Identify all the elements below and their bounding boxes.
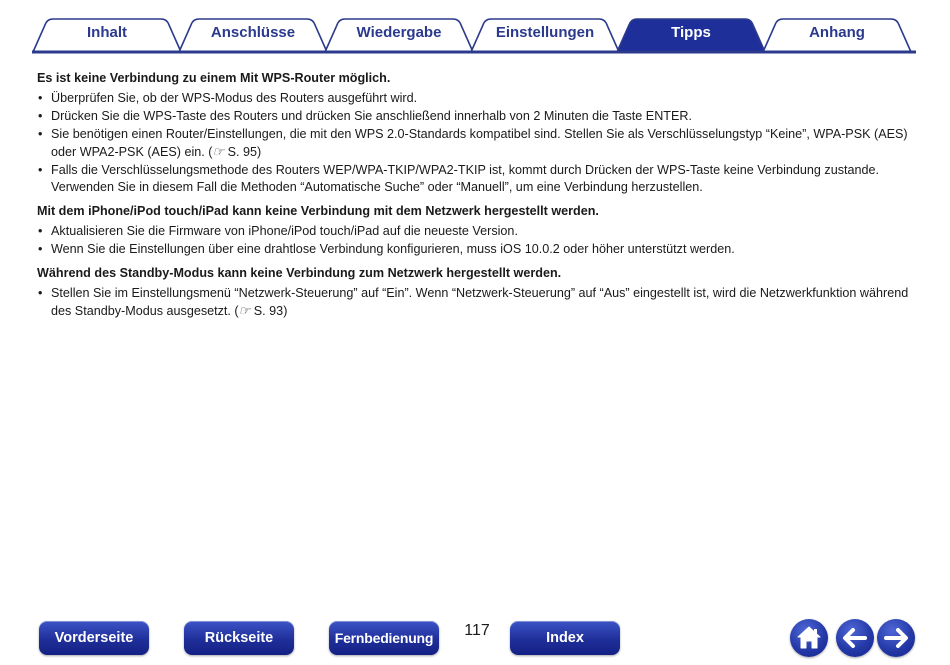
troubleshooting-section	[37, 70, 917, 196]
list-item	[37, 162, 917, 196]
bullet-list	[37, 285, 917, 320]
list-item-text: Falls die Verschlüsselungsmethode des Routers WEP/WPA-TKIP/WPA2-TKIP ist, kommt durch Drücken der WPS-Taste keine Verbindung zustande. Verwenden Sie in diesem Fall die Methoden “Automatische Suche” oder “Manuell”, um eine Verbindung herzustellen.	[51, 163, 880, 194]
front-page-button[interactable]: Vorderseite	[39, 621, 149, 655]
troubleshooting-section	[37, 265, 917, 320]
list-item-text: Überprüfen Sie, ob der WPS-Modus des Routers ausgeführt wird.	[51, 91, 418, 105]
arrow-left-icon	[836, 619, 874, 657]
list-item	[37, 108, 917, 125]
list-item-text: Wenn Sie die Einstellungen über eine drahtlose Verbindung konfigurieren, muss iOS 10.0.2 oder höher unterstützt werden.	[51, 242, 735, 256]
list-item	[37, 285, 917, 320]
home-icon	[790, 619, 828, 657]
tab-einstellungen[interactable]: Einstellungen	[495, 24, 595, 41]
tab-anschlüsse[interactable]: Anschlüsse	[210, 24, 296, 41]
list-item-text: Stellen Sie im Einstellungsmenü “Netzwerk-Steuerung” auf “Ein”. Wenn “Netzwerk-Steuerung” auf “Aus” eingestellt ist, wird die Netzwerkfunktion während des Standby-Modus ausgesetzt.	[51, 286, 909, 318]
bullet-list	[37, 223, 917, 258]
pointing-hand-icon: ☞	[238, 303, 251, 318]
bullet-list	[37, 90, 917, 196]
page-number: 117	[464, 622, 490, 639]
pointing-hand-icon: ☞	[212, 144, 225, 159]
index-button[interactable]: Index	[510, 621, 620, 655]
section-title: Es ist keine Verbindung zu einem Mit WPS-Router möglich.	[37, 71, 391, 85]
page-reference-link[interactable]: (☞ S. 95)	[204, 144, 262, 159]
page-reference: S. 93	[253, 304, 284, 318]
list-item	[37, 126, 917, 161]
page-content	[37, 70, 917, 327]
arrow-right-icon	[877, 619, 915, 657]
remote-control-button[interactable]: Fernbedienung	[329, 621, 439, 655]
tab-tipps[interactable]: Tipps	[671, 24, 711, 41]
previous-page-button[interactable]	[836, 619, 874, 657]
tab-anhang[interactable]: Anhang	[809, 24, 865, 41]
list-item	[37, 90, 917, 107]
section-title: Mit dem iPhone/iPod touch/iPad kann keine Verbindung mit dem Netzwerk hergestellt werden.	[37, 204, 599, 218]
troubleshooting-section	[37, 203, 917, 258]
list-item	[37, 241, 917, 258]
list-item-text: Aktualisieren Sie die Firmware von iPhone/iPod touch/iPad auf die neueste Version.	[51, 224, 518, 238]
tab-wiedergabe[interactable]: Wiedergabe	[356, 24, 442, 41]
tab-inhalt[interactable]: Inhalt	[87, 24, 127, 41]
page-reference-link[interactable]: (☞ S. 93)	[230, 303, 288, 318]
next-page-button[interactable]	[877, 619, 915, 657]
section-title: Während des Standby-Modus kann keine Verbindung zum Netzwerk hergestellt werden.	[37, 266, 562, 280]
home-button[interactable]	[790, 619, 828, 657]
back-page-button[interactable]: Rückseite	[184, 621, 294, 655]
list-item-text: Sie benötigen einen Router/Einstellungen, die mit den WPS 2.0-Standards kompatibel sind. Stellen Sie als Verschlüsselungstyp “Keine”, WPA-PSK (AES) oder WPA2-PSK (AES) ein.	[51, 127, 908, 159]
page-reference: S. 95	[227, 145, 258, 159]
list-item-text: Drücken Sie die WPS-Taste des Routers und drücken Sie anschließend innerhalb von 2 Minuten die Taste ENTER.	[51, 109, 692, 123]
list-item	[37, 223, 917, 240]
